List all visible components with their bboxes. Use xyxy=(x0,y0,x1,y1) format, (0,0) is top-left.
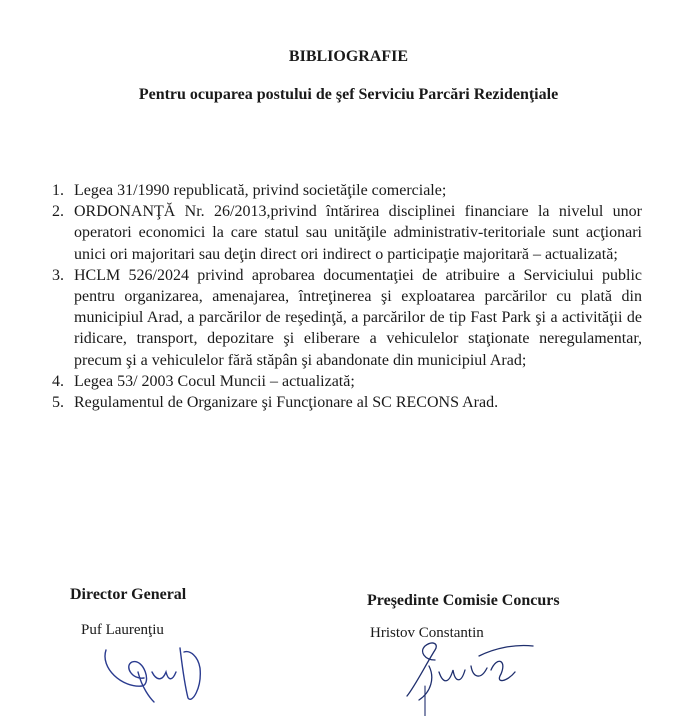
list-item-text: Legea 31/1990 republicată, privind societăţile comerciale; xyxy=(74,182,447,199)
list-item xyxy=(52,265,642,371)
list-item-number: 2. xyxy=(52,203,64,221)
list-item-text: Legea 53/ 2003 Cocul Muncii – actualizată; xyxy=(74,372,355,390)
signature-title-president: Preşedinte Comisie Concurs xyxy=(367,592,560,609)
list-item-number: 4. xyxy=(52,372,64,390)
handwritten-signature-left xyxy=(92,628,222,708)
list-item-number: 1. xyxy=(52,182,64,199)
list-item xyxy=(52,371,642,392)
handwritten-signature-right xyxy=(395,626,545,716)
list-item xyxy=(52,392,642,413)
list-item xyxy=(52,201,642,265)
signature-title-director: Director General xyxy=(70,586,187,603)
bibliography-list xyxy=(52,180,642,413)
document-title: BIBLIOGRAFIE xyxy=(288,48,409,65)
list-item-text: HCLM 526/2024 privind aprobarea documentaţiei de atribuire a Serviciului public pentru organizarea, amenajarea, întreţinerea şi exploatarea parcărilor cu plată din municipiul Arad, a parcărilor de reşedinţă, a parcărilor de tip Fast Park şi a activităţii de ridicare, transport, depozitare şi eliberare a vehiculelor staţionate neregulamentar, precum şi a vehiculelor fără stăpân şi abandonate din municipiul Arad; xyxy=(74,266,642,369)
list-item-number: 3. xyxy=(52,266,64,284)
document-subtitle: Pentru ocuparea postului de şef Serviciu Parcări Rezidenţiale xyxy=(138,86,559,103)
list-item-text: ORDONANŢĂ Nr. 26/2013,privind întărirea disciplinei financiare la nivelul unor operatori economici la care statul sau unităţile administrativ-teritoriale sunt acţionari unici ori majoritari sau deţin direct ori indirect o participaţie majoritară – actualizată; xyxy=(74,203,642,263)
list-item-text: Regulamentul de Organizare şi Funcţionare al SC RECONS Arad. xyxy=(74,394,499,412)
signature-name-director: Puf Laurenţiu xyxy=(81,622,164,638)
list-item xyxy=(52,180,642,201)
list-item-number: 5. xyxy=(52,394,64,412)
signature-name-president: Hristov Constantin xyxy=(370,625,484,641)
